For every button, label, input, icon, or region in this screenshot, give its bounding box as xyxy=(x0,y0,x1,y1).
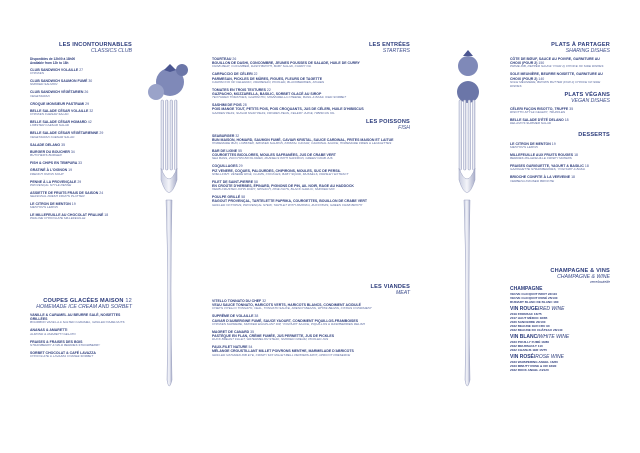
wine-group-title-en: ROSE WINE xyxy=(535,354,564,360)
item-price: 29 xyxy=(77,179,82,184)
center-column xyxy=(212,42,410,211)
menu-item xyxy=(510,107,610,115)
menu-item xyxy=(30,68,132,76)
menu-item xyxy=(212,88,410,100)
item-price: 38 xyxy=(254,314,259,319)
item-name-text: SASHIMI DE POIS xyxy=(212,103,242,108)
desserts-list xyxy=(510,142,610,184)
item-price: 140 xyxy=(538,76,545,81)
menu-item xyxy=(30,180,132,188)
menu-item xyxy=(30,150,132,158)
icecream-subtitle: HOMEMADE ICE CREAM AND SORBET xyxy=(36,304,132,310)
item-name-text: BELLE SALADE D'ÉTÉ DELANO xyxy=(510,117,564,122)
item-description-en: SOLE MEUNIÈRE, BROWN BUTTER (FOR 2) CHOICE OF SIDE DISHES xyxy=(510,79,601,88)
item-description-fr: VEAU SAUCE TONNATO, HARICOTS VERTS, HARICOTS BLANCS, CONDIMENT ACIDULÉ xyxy=(212,303,362,308)
item-name-text: CÉLERI FAÇON RISOTTO, TRUFFE xyxy=(510,106,569,111)
starters-title: LES ENTRÉES xyxy=(368,42,410,48)
item-price: 29 xyxy=(85,101,90,106)
item-description-en: SEA BASS, ZUCCHINI BICOLORED, MUSSELS WITH SAFFRON, GREEN CRAB JUS xyxy=(212,156,333,161)
item-name-text: CLUB SANDWICH VÉGÉTARIEN xyxy=(30,90,84,95)
meat-title: LES VIANDES xyxy=(370,284,410,290)
classics-section xyxy=(30,42,132,224)
wine-item: 2022 MEURSAULT 110 xyxy=(510,344,543,348)
item-price: 28 xyxy=(242,103,247,108)
item-name-text: PENNE À LA PROVENÇALE xyxy=(30,179,77,184)
item-description-en: ALMOND & AMARETTI GELATO xyxy=(30,331,76,336)
item-name-text: TOURTEAU xyxy=(212,57,232,61)
item-price: 32 xyxy=(89,108,94,113)
menu-item xyxy=(30,328,132,336)
classics-note-fr: Disponibles de 12h00 à 18h00 xyxy=(30,57,76,61)
menu-item xyxy=(510,175,610,183)
item-name-text: TOMATES EN TROIS TEXTURES xyxy=(212,87,266,92)
item-description-fr: BUN MAISON, HOMARD, SAUMON FUMÉ, CAVIAR KRISTAL, SAUCE CARDINAL, FRITES MAISON ET LAITUE xyxy=(212,137,394,142)
item-description-en: GRILLED OCTOPUS, PROVENÇAL STEW, TARTLET WITH PAPRIKA, ZUCCHINIS, GREEN CRAB BROTH xyxy=(212,202,363,207)
item-description-en: RISOTTO-STYLE CELERY, TRUFFLES xyxy=(510,109,566,114)
item-description-fr: PASTÈQUE EN FLAN, CRÈME FUMÉE, JUS PERNETTE, JUS DE PICKLES xyxy=(212,333,335,338)
fish-list xyxy=(212,134,410,208)
item-description-en: MENTON'S LEMON xyxy=(510,144,538,149)
vegan-subtitle: VEGAN DISHES xyxy=(571,97,610,104)
starters-list xyxy=(212,57,410,115)
item-price: 29 xyxy=(238,164,243,169)
item-price: 30 xyxy=(88,79,93,84)
fork-tomato-illustration-left xyxy=(130,40,210,400)
item-price: 150 xyxy=(538,61,545,66)
menu-item xyxy=(30,313,132,325)
desserts-title: DESSERTS xyxy=(578,131,610,138)
wine-item: 2022 BEAUNE 1ER CRU 90 xyxy=(510,324,550,328)
item-price: 18 xyxy=(584,164,589,169)
classics-title: LES INCONTOURNABLES xyxy=(58,42,132,48)
item-description-fr: COURGETTES BICOLORES, MOULES SAFRANÉES, JUS DE CRABE VERT xyxy=(212,153,336,158)
menu-item xyxy=(30,143,132,147)
item-price: 22 xyxy=(253,72,258,77)
item-price: 32 xyxy=(235,133,240,138)
item-name-text: FRAISES GARIGUETTE, YAOURT & BASILIC xyxy=(510,164,584,169)
item-name-text: FISH & CHIPS EN TEMPURA xyxy=(30,161,78,166)
menu-item xyxy=(212,314,410,326)
item-price: 24 xyxy=(99,190,104,195)
menu-item xyxy=(30,131,132,139)
item-name xyxy=(30,143,132,147)
item-price: 18 xyxy=(564,117,569,122)
item-description-en: SMOKED SALMON xyxy=(30,82,58,87)
item-name-text: CLUB SANDWICH SAUMON FUMÉ xyxy=(30,79,88,84)
menu-item xyxy=(30,120,132,128)
item-name-text: CLUB SANDWICH VOLAILLE xyxy=(30,68,79,72)
icecream-title: COUPES GLACÉES MAISON 12 xyxy=(43,298,132,304)
item-price: 29 xyxy=(99,131,104,136)
item-description-en: DELANO'S SUMMER SALAD xyxy=(510,120,551,125)
item-description-fr: PIZ VENERE, COQUES, PALOURDES, CHIPIRONS, MOULES, SUC DE PERSIL xyxy=(212,168,341,173)
meat-subtitle: MEAT xyxy=(395,290,410,296)
wine-item: 2017 HAUT MÉDOC 18/85 xyxy=(510,316,548,320)
item-description-en: PRALINE CHOCOLATE MILLEFEUILLE xyxy=(30,216,86,221)
wine-group-title: VIN BLANC/ xyxy=(510,334,539,340)
item-price: 33 xyxy=(78,161,83,166)
item-name-text: CÔTE DE BŒUF, SAUCE AU POIVRE, GARNITURE AU CHOIX (POUR 2) xyxy=(510,57,600,66)
item-description-fr: CAVIAR D'AUBERGINE FUMÉ, SAUCE YAOURT, CONDIMENT PIQUILLOS-FRAMBOISES xyxy=(212,318,359,323)
menu-item xyxy=(212,345,410,357)
item-name-text: FRAISES & FRAISES DES BOIS xyxy=(30,339,83,344)
item-name-text: SUPRÊME DE VOLAILLE xyxy=(212,314,254,319)
classics-list xyxy=(30,68,132,221)
item-name-text: SEABURGER xyxy=(212,133,235,138)
item-name-text: BRIOCHE CONFITE À LA VERVEINE xyxy=(510,175,571,180)
icecream-list xyxy=(30,313,132,359)
item-name-text: VANILLE & CARAMEL AU BEURRE SALÉ, NOISETTES GRILLÉES xyxy=(30,313,121,322)
item-price: 19 xyxy=(68,168,73,173)
item-description-en: VEGETARIAN CAESAR SALAD xyxy=(30,134,75,139)
item-name-text: BURGER DU BOUCHER xyxy=(30,149,70,154)
item-description-en: FRENCH ONION SOUP xyxy=(30,171,64,176)
item-description-en: LOBSTER CAESAR SALAD xyxy=(30,123,70,128)
item-description-en: BERRIES MILLEFEUILLE CRISPY MATERS xyxy=(510,156,572,161)
item-price: 18 xyxy=(104,213,109,218)
item-name xyxy=(30,161,132,165)
item-name-text: LE MILLEFEUILLE AU CHOCOLAT PRALINÉ xyxy=(30,213,104,218)
item-price: 34 xyxy=(70,149,75,154)
wine-group-title-en: WHITE WINE xyxy=(538,334,570,340)
item-name-text: BELLE SALADE CÉSAR VÉGÉTARIENNE xyxy=(30,131,99,136)
item-description-en: BUTCHER'S BURGER xyxy=(30,153,62,158)
wine-item: RUINART BLANC DE BLANC 180 xyxy=(510,300,559,304)
wine-group-title: VIN ROSÉ/ xyxy=(510,354,536,360)
item-name-text: LE CITRON DE MENTON xyxy=(30,202,71,207)
menu-item xyxy=(212,299,410,311)
item-description-en: CHEF'S VITELLO TONNATO, VEAL, TONNATO SAUCE, FRENCH BEANS, WHITE BEANS, CITRUS CONDIMENT xyxy=(212,306,372,311)
item-description-en: TEXTURED TOMATOES, GAZPACHO, MOZZARELLA CHEESE, BASIL & BASIL ICED SORBET xyxy=(212,95,346,100)
menu-item xyxy=(212,164,410,176)
menu-item xyxy=(30,351,132,359)
wine-item: 2022 BEAUNE DU CHÂTEAU 26/140 xyxy=(510,328,563,332)
item-description-fr: BOUILLON DE DASHI, CONCOMBRE, JEUNES POUSSES DE SALADE, HUILE DE CURRY xyxy=(212,61,360,66)
icecream-section xyxy=(30,298,132,362)
item-name-text: FILET DE SAINT-PIERRE xyxy=(212,179,254,184)
item-name-text: BELLE SALADE CÉSAR HOMARD xyxy=(30,120,87,125)
item-description-fr: GAZPACHO, MOZZARELLA, BASILIC, SORBET GLACÉ AU SIROP xyxy=(212,91,322,96)
wine-group-title-en: RED WINE xyxy=(539,306,565,312)
menu-item xyxy=(30,340,132,348)
menu-item xyxy=(30,90,132,98)
menu-item xyxy=(212,180,410,192)
item-description-en: GARIGUETTE STRAWBERRIES, YOGHURT & BASIL xyxy=(510,167,586,172)
item-name-text: CROQUE MONSIEUR PASTRAMI xyxy=(30,101,85,106)
item-price: 27 xyxy=(79,68,84,72)
item-price: 58 xyxy=(241,195,246,200)
item-description-en: HOMEMADE BUN, LOBSTER, SMOKED SALMON, KRISTAL CAVIAR, CARDINAL SAUCE, HOMEMADE FRIES & LEAFLETTES xyxy=(212,140,392,145)
sharing-title: PLATS À PARTAGER xyxy=(551,42,610,48)
item-description-en: PRIME RIB, PEPPER SAUCE YOUR 2) CHOICE OF SIDE DISHES xyxy=(510,64,604,69)
item-description-en: DUCK BREAST FILLET, WATERMELON STEAK, SMOKED CREAM, PICKLED JUS xyxy=(212,337,329,342)
wine-item: 2020 SANCERRE 20/100 xyxy=(510,320,546,324)
menu-item xyxy=(510,57,610,69)
fork-tomato-illustration-right xyxy=(428,40,508,400)
menu-item xyxy=(30,213,132,221)
wine-group-title: CHAMPAGNE xyxy=(510,286,543,292)
item-description-en: SEASONAL FRESH FRUITS PLATTER xyxy=(30,194,85,199)
item-name-text: BELLE SALADE CÉSAR VOLAILLE xyxy=(30,108,89,113)
item-description-en: VERBENA INFUSED BRIOCHE xyxy=(510,178,555,183)
wine-subtitle: CHAMPAGNE & WINE xyxy=(557,274,610,280)
menu-item xyxy=(30,202,132,210)
wine-item: 2023 WHISPERING ANGEL 16/80 xyxy=(510,360,558,364)
item-description-en: MENTON'S LEMON xyxy=(30,205,58,210)
wine-list xyxy=(510,286,610,372)
item-price: 54 xyxy=(248,345,253,350)
menu-item xyxy=(30,168,132,176)
menu-item xyxy=(30,161,132,165)
item-description-fr: MÉLANGE CROUSTILLANT MILLET POIVRONS MENTHE, MARMELADE D'ABRICOTS xyxy=(212,349,354,354)
starters-subtitle: STARTERS xyxy=(382,48,410,54)
wine-item: 2022 CHABLIS 1ER 15/75 xyxy=(510,348,547,352)
item-price: 22 xyxy=(266,87,271,92)
meat-section xyxy=(212,284,410,361)
classics-note-en: Available from 12h to 18h xyxy=(30,61,69,65)
item-name-text: ANANAS & AMARETTI xyxy=(30,328,68,333)
menu-item xyxy=(30,79,132,87)
item-name-text: VITELLO TONNATO DU CHEF xyxy=(212,299,262,303)
item-price: 19 xyxy=(71,202,76,207)
item-price: 58 xyxy=(254,179,258,184)
menu-item xyxy=(510,153,610,161)
item-price: 55 xyxy=(238,148,242,153)
item-price: 35 xyxy=(250,329,255,334)
item-name-text: CARPACCIO DE CÉLERI xyxy=(212,72,253,77)
wine-item: VEUVE CLICQUOT BRUT 22/110 xyxy=(510,292,558,296)
item-name-text: SORBET CHOCOLAT & CAFÉ LAVAZZA xyxy=(30,350,96,355)
item-price: 26 xyxy=(84,90,89,95)
sharing-subtitle: SHARING DISHES xyxy=(565,48,610,54)
item-description-en: HERB-CRUSTED JOHN DORY, SPINACH, PINE NUTS, BLACK GARLIC, SMOKED MIX xyxy=(212,187,335,192)
menu-item xyxy=(212,72,410,84)
item-name xyxy=(30,102,132,106)
menu-item xyxy=(212,134,410,146)
fish-title: LES POISSONS xyxy=(365,118,410,125)
item-name-text: MAGRET DE CANARD xyxy=(212,329,250,334)
fish-subtitle: FISH xyxy=(398,124,410,131)
item-name-text: SALADE DELANO xyxy=(30,142,61,147)
item-description-fr: RAGOUT PROVENÇAL, TARTELETTE PAPRIKA, COURGETTES, BOUILLON DE CRABE VERT xyxy=(212,199,368,204)
wine-item: 2023 MINUTY ROSE & OR 18/90 xyxy=(510,364,557,368)
item-price: 19 xyxy=(551,141,556,146)
item-description-en: VEGETARIAN xyxy=(30,93,50,98)
wine-item: 2019 FRONSAC 16/75 xyxy=(510,312,542,316)
menu-item xyxy=(510,118,610,126)
item-name-text: FAUX-FILET NATURE xyxy=(212,345,248,350)
menu-item xyxy=(212,149,410,161)
item-name-text: MILLEFEUILLE AUX FRUITS ROUGES xyxy=(510,152,574,157)
item-description-en: BOURBON VANILLA & SALTED CARAMEL, GRILLED HAZELNUTS xyxy=(30,320,125,325)
menu-item xyxy=(212,330,410,342)
menu-item xyxy=(212,195,410,207)
item-description-en: PROVENÇAL STYLE PENNE xyxy=(30,182,72,187)
menu-item xyxy=(510,72,610,88)
item-name-text: BAR DE LIGNE xyxy=(212,148,238,153)
wine-title: CHAMPAGNE & VINS xyxy=(550,268,610,274)
wine-note: verre/bouteille xyxy=(589,280,610,284)
menu-item xyxy=(212,103,410,115)
item-description-en: CARPACCIO OF CELERIAC, PARMESAN, PICKLED, BLACKBERRIES, FIGUES xyxy=(212,79,325,84)
menu-item xyxy=(30,102,132,106)
item-description-en: STRAWBERRY & WILD BERRIES STRAWBERRY xyxy=(30,342,101,347)
item-price: 18 xyxy=(571,175,575,180)
item-description-en: SHELLFISH: VENERE RICE, CLAMS, COCKLES, BABY SQUID, MUSSELS, PARSLEY EXTRACT xyxy=(212,171,349,176)
item-price: 18 xyxy=(574,152,578,157)
menu-item xyxy=(510,142,610,150)
right-column xyxy=(510,42,610,187)
item-price: 42 xyxy=(87,120,92,125)
menu-item xyxy=(510,164,610,172)
menu-item xyxy=(30,109,132,117)
wine-item: VEUVE CLICQUOT ROSÉ 25/130 xyxy=(510,296,558,300)
item-description-en: CHICKEN SUPREME, SMOKED EGGPLANT DIP, YOGHURT SAUCE, PIQUILLOS & RASPBERRIES RELISH xyxy=(212,321,366,326)
classics-subtitle: CLASSICS CLUB xyxy=(91,48,132,54)
item-price: 35 xyxy=(61,142,66,147)
item-price: 26 xyxy=(232,57,237,61)
vegan-title: PLATS VÉGANS xyxy=(564,91,610,98)
item-name-text: SOLE MEUNIÈRE, BEURRE NOISETTE, GARNITURE AU CHOIX (POUR 2) xyxy=(510,72,603,81)
wine-group-title: VIN ROUGE/ xyxy=(510,306,540,312)
item-description-fr: POIS MANGE TOUT, PETITS POIS, POIS CROQUANTS, JUS DE CÉLERI, HUILE D'HIBISCUS xyxy=(212,107,364,112)
item-name-text: ASSIETTE DE FRUITS FRAIS DE SAISON xyxy=(30,190,99,195)
item-price: 35 xyxy=(569,106,574,111)
item-description-en: GARDEN PEAS, SUGAR SNAP PEAS, FROZEN PEAS, CELERY JUICE, HIBISCUS OIL xyxy=(212,110,335,115)
meat-list xyxy=(212,299,410,357)
item-description-en: CHICKEN CAESAR SALAD xyxy=(30,112,69,117)
wine-item: 2022 ROCK ANGEL 24/120 xyxy=(510,368,549,372)
item-price: 32 xyxy=(262,299,267,303)
item-name-text: LE CITRON DE MENTON xyxy=(510,141,551,146)
item-description-en: CHICKEN xyxy=(30,71,44,76)
menu-item xyxy=(212,57,410,69)
item-description-en: GRILLED NATURED RIB EYE, CRISPY MIX MILLET-BELL PEPPERS-MINT, APRICOT PRESERVE xyxy=(212,352,351,357)
sharing-list xyxy=(510,57,610,88)
item-description-en: CHOCOLATE & LAVAZZA COFFEE SORBET xyxy=(30,353,94,358)
item-name-text: COQUILLAGES xyxy=(212,164,238,169)
item-description-fr: EN CROÛTE D'HERBES, ÉPINARD, PIGNONS DE PIN, AIL NOIR, RAGE AU HADDOCK xyxy=(212,183,354,188)
menu-item xyxy=(30,191,132,199)
vegan-list xyxy=(510,107,610,126)
item-description-en: CRAB MEAT, CUCUMBER, DASHI BROTH, BABY SALAD, CURRY OIL xyxy=(212,64,312,69)
item-name-text: GRATINÉ À L'OIGNON xyxy=(30,168,68,173)
wine-section xyxy=(510,268,610,372)
wine-item: 2023 POUILLY FUMÉ 18/80 xyxy=(510,340,550,344)
item-description-fr: PARMESAN, PICKLES DE MÛRES, FIGUES, FLEURS DE TAGETTE xyxy=(212,76,323,81)
item-name-text: POULPE GRILLÉ xyxy=(212,195,241,200)
